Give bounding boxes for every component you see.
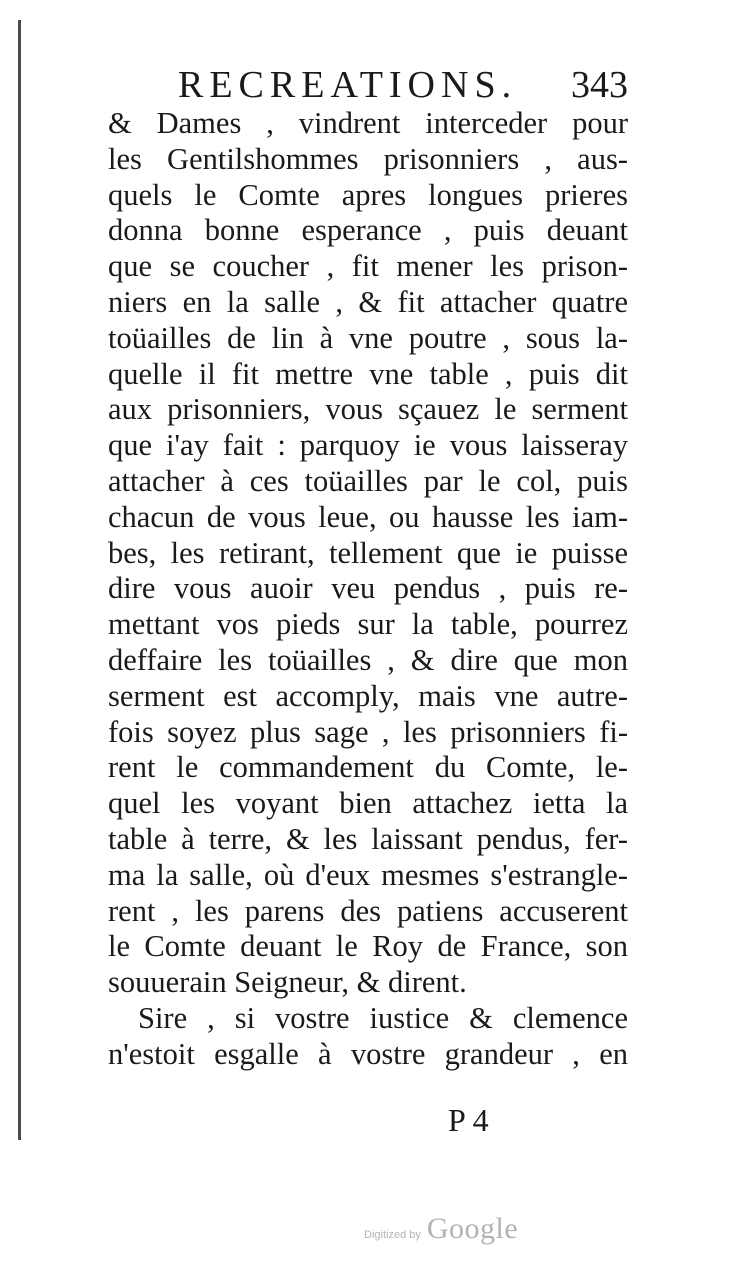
text-line: fois soyez plus sage , les prisonniers fi- [108, 714, 628, 749]
text-line: chacun de vous leue, ou hausse les iam- [108, 499, 628, 534]
text-line: ma la salle, où d'eux mesmes s'estrangle- [108, 857, 628, 892]
text-line: & Dames , vindrent interceder pour [108, 106, 628, 140]
text-line: quels le Comte apres longues prieres [108, 177, 628, 212]
body-text [108, 106, 628, 1073]
text-line: table à terre, & les laissant pendus, fer- [108, 821, 628, 856]
text-line: les Gentilshommes prisonniers , aus- [108, 141, 628, 176]
google-logo: Google [426, 1212, 519, 1245]
text-line: aux prisonniers, vous sçauez le serment [108, 392, 628, 427]
text-line: rent , les parens des patiens accuserent [108, 893, 628, 928]
text-line: Sire , si vostre iustice & clemence [138, 1000, 628, 1035]
text-line: dire vous auoir veu pendus , puis re- [108, 571, 628, 606]
running-head: RECREATIONS. [178, 64, 518, 106]
watermark-prefix: Digitized by [364, 1229, 421, 1241]
signature-mark: P 4 [448, 1102, 489, 1138]
text-line: mettant vos pieds sur la table, pourrez [108, 607, 628, 642]
text-line: que se coucher , fit mener les prison- [108, 249, 628, 284]
text-line: toüailles de lin à vne poutre , sous la- [108, 320, 628, 355]
text-line: deffaire les toüailles , & dire que mon [108, 642, 628, 677]
page-header [178, 62, 628, 108]
text-line: le Comte deuant le Roy de France, son [108, 929, 628, 964]
text-line: que i'ay fait : parquoy ie vous laisseray [108, 428, 628, 463]
text-line: bes, les retirant, tellement que ie puisse [108, 535, 628, 570]
text-line: niers en la salle , & fit attacher quatre [108, 284, 628, 319]
text-line: quelle il fit mettre vne table , puis dit [108, 356, 628, 391]
digitization-watermark [364, 1212, 518, 1252]
text-line: serment est accomply, mais vne autre- [108, 678, 628, 713]
text-line: n'estoit esgalle à vostre grandeur , en [108, 1036, 628, 1071]
text-line: donna bonne esperance , puis deuant [108, 213, 628, 248]
page-number: 343 [571, 64, 628, 106]
text-line: rent le commandement du Comte, le- [108, 750, 628, 785]
text-line: quel les voyant bien attachez ietta la [108, 786, 628, 821]
binding-edge [18, 20, 21, 1140]
text-line: souuerain Seigneur, & dirent. [108, 965, 467, 1000]
text-line: attacher à ces toüailles par le col, puis [108, 463, 628, 498]
